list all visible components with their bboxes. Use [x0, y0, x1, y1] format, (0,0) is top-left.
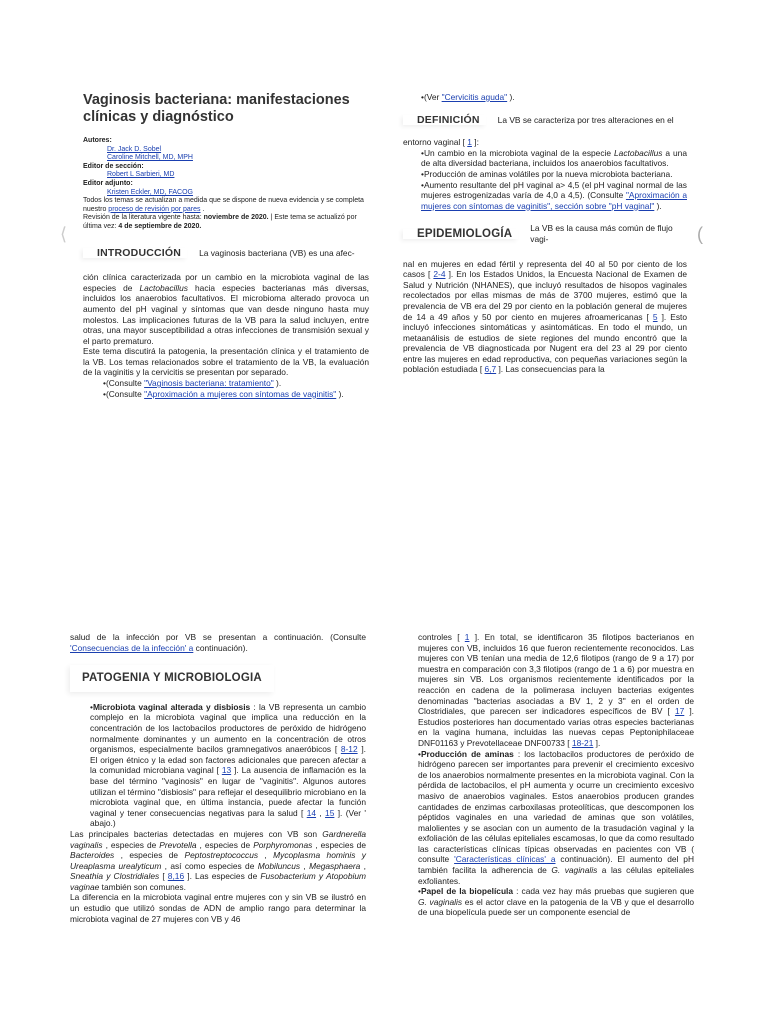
- bac-a: Las principales bacterias detectadas en mujeres con VB son: [70, 828, 323, 839]
- page1-left-column: [83, 92, 369, 399]
- authors-label: Autores:: [83, 137, 112, 144]
- intro-italic: Lactobacillus: [139, 282, 188, 293]
- epi-d: ]. Las consecuencias para la: [496, 364, 605, 375]
- ctl-d: ].: [593, 737, 601, 748]
- intro-heading: INTRODUCCIÓN: [83, 248, 187, 259]
- ref1-pre: (Consulte: [105, 378, 145, 389]
- amines-bold: Producción de aminas: [420, 748, 514, 759]
- epi-c: ]. Esto incluyó infecciones sintomáticas y asintomáticas. En todo el mundo, un metaanálisis de estudios de siete regiones del mundo encontró que la prevalencia de VB diagnosticada por Nugent era del 23 al 29 por ciento entre las mujeres en edad reproductiva, con pequeñas variaciones según la población estudiada [: [403, 311, 687, 375]
- bac-it9: Sneathia y Clostridiales: [70, 871, 160, 882]
- pathogenesis-heading-box: [70, 665, 274, 692]
- definition-lead: La VB se caracteriza por tres alteraciones en el: [497, 114, 674, 125]
- p2l-cont-a: salud de la infección por VB se presentan a continuación. (Consulte: [70, 632, 366, 642]
- am-it: G. vaginalis: [551, 865, 598, 876]
- author-link-1[interactable]: Dr. Jack D. Sobel: [107, 145, 162, 153]
- mb-ref1[interactable]: 8-12: [340, 744, 358, 755]
- bac-it4: Bacteroides: [70, 850, 115, 861]
- bac-it6: Mycoplasma hominis y Ureaplasma urealyticum: [70, 850, 366, 871]
- consequences-ref: [70, 632, 366, 653]
- epidemiology-lead: La VB es la causa más común de flujo vagi-: [530, 223, 673, 244]
- update-note: [83, 197, 369, 214]
- amines-bullet: [418, 749, 694, 887]
- bac-b: , especies de: [102, 839, 160, 850]
- intro-text-a: ción clínica caracterizada por un cambio en la microbiota vaginal de las especies de: [83, 272, 369, 293]
- bac-j: [: [159, 871, 168, 882]
- ref2-link[interactable]: "Aproximación a mujeres con síntomas de vaginitis": [144, 388, 337, 399]
- bac-it2: Prevotella: [159, 839, 197, 850]
- bf-b: es el actor clave en la patogenia de la VB y que el desarrollo de una biopelícula puede ser un componente esencial de: [418, 896, 694, 918]
- ctl-a: controles [: [418, 632, 465, 642]
- ref3-link[interactable]: "Cervicitis aguda": [441, 92, 508, 102]
- bac-g: , así como especies de: [161, 860, 258, 871]
- section-editor-label: Editor de sección:: [83, 162, 144, 170]
- ctl-ref1[interactable]: 1: [464, 632, 470, 642]
- bac-c: , especies de: [196, 839, 254, 850]
- mb-d: ,: [316, 807, 326, 818]
- left-edge-chevron-icon: ⟨: [60, 224, 68, 244]
- section-editor-link[interactable]: Robert L Sarbieri, MD: [107, 171, 175, 179]
- mb-b: ]. El origen étnico y la edad son factores adicionales que parecen afectar a la comunidad microbiana vaginal [: [90, 744, 366, 776]
- mb-ref4[interactable]: 15: [325, 807, 335, 818]
- def-b3-a: Aumento resultante del pH vaginal a> 4,5 (el pH vaginal normal de las mujeres estrogenizadas varía de 4,0 a 4,5). (Consulte: [421, 179, 687, 201]
- difference-paragraph: La diferencia en la microbiota vaginal entre mujeres con y sin VB se ilustró en un estudio que utilizó sondas de ADN de amplio rango para determinar la microbiota vaginal de 27 mujeres con VB y 46: [70, 892, 366, 924]
- def-b1-a: Un cambio en la microbiota vaginal de la especie: [423, 147, 615, 158]
- def-ref-link[interactable]: 1: [467, 137, 472, 148]
- biofilm-bullet: [418, 886, 694, 918]
- def-b3-b: ).: [654, 200, 662, 211]
- intro-ref-3: [403, 92, 687, 103]
- updated-label: | Este tema se actualizó por última vez:: [83, 214, 357, 230]
- ctl-c: ]. Estudios posteriores han documentado varias otras especies bacterianas en la vagina humana, incluidas las nuevas cepas Peptoniphilaceae DNF01163 y Prevotellaceae DNF00733 [: [418, 706, 695, 748]
- bac-l: también son comunes.: [99, 881, 186, 892]
- pathogenesis-heading: PATOGENIA Y MICROBIOLOGIA: [82, 672, 262, 685]
- epi-a: nal en mujeres en edad fértil y representa del 40 al 50 por ciento de los casos [: [403, 258, 687, 280]
- bac-h: ,: [300, 860, 310, 871]
- bf-a: : cada vez hay más pruebas que sugieren que: [513, 886, 695, 897]
- epidemiology-paragraph: [403, 259, 687, 376]
- bac-e: , especies de: [114, 850, 185, 861]
- def-cont-a: entorno vaginal [: [403, 137, 468, 148]
- biofilm-bold: Papel de la biopelícula: [420, 886, 514, 897]
- bacteria-paragraph: [70, 829, 366, 893]
- definition-bullet-2: • Producción de aminas volátiles por la nueva microbiota bacteriana.: [403, 169, 687, 180]
- bac-it1: Gardnerella vaginalis: [70, 828, 366, 850]
- intro-paragraph-2: Este tema discutirá la patogenia, la presentación clínica y el tratamiento de la VB. Los temas relacionados sobre el tratamiento de la VB, la evaluación de la vaginitis y la cervicitis se presentan por separado.: [83, 346, 369, 378]
- microbiota-bullet: [70, 702, 366, 829]
- intro-ref-1: [83, 378, 369, 389]
- intro-paragraph-1: [83, 272, 369, 346]
- epidemiology-heading: EPIDEMIOLOGÍA: [403, 229, 518, 240]
- ref2-post: ).: [336, 388, 344, 399]
- epi-ref-c[interactable]: 6,7: [484, 364, 497, 375]
- review-dates: [83, 214, 369, 231]
- update-note-suffix: .: [200, 205, 205, 213]
- bac-it10: Fusobacterium y Atopobium vaginae: [70, 871, 366, 892]
- def-b1-b: a una de alta diversidad bacteriana, incluidos los anaerobios facultativos.: [421, 147, 687, 169]
- ctl-b: ]. En total, se identificaron 35 filotipos bacterianos en mujeres con VB, incluidos 16 que fueron recientemente reconocidos. Las mujeres con VB tenían una media de 12,6 filotipos (rango de 9 a 17) por muestra en comparación con 3,3 filotipos (rango de 1 a 6) por muestra en mujeres sin VB. Los organismos recientemente identificados por la reacción en cadena de la polimerasa incluyen bacterias exigentes denominadas "bacterias asociadas a BV 1, 2 y 3" en el orden de Clostridiales, que parecen ser indicadores específicos de BV [: [418, 632, 695, 717]
- article-meta: [83, 137, 369, 232]
- mb-e: ]. (Ver ' abajo.): [90, 807, 366, 829]
- epi-b: ]. En los Estados Unidos, la Encuesta Nacional de Examen de Salud y Nutrición (NHANES), que incluyó resultados de hisopos vaginales recolectados por ellas mismas de más de 3700 mujeres, estimó que la prevalencia de VB era del 29 por ciento en la población general de mujeres de 14 a 49 años y 50 por ciento en mujeres afroamericanas [: [403, 269, 687, 322]
- am-c: a las células epiteliales exfoliantes.: [418, 865, 694, 886]
- definition-bullet-1: [403, 148, 687, 169]
- clinical-features-link[interactable]: 'Características clínicas' a: [454, 854, 556, 865]
- bac-it5: Peptostreptococcus: [184, 850, 259, 861]
- deputy-editor-link[interactable]: Kristen Eckler, MD, FACOG: [107, 188, 193, 196]
- am-b: continuación). El aumento del pH también facilita la adherencia de: [418, 854, 694, 876]
- ref2-pre: (Consulte: [105, 388, 145, 399]
- intro-ref-2: [83, 389, 369, 400]
- page2-left-column: [70, 632, 366, 924]
- mb-ref3[interactable]: 14: [306, 807, 317, 818]
- updated-date: 4 de septiembre de 2020.: [118, 222, 202, 230]
- bac-d: , especies de: [312, 839, 366, 850]
- author-link-2[interactable]: Caroline Mitchell, MD, MPH: [107, 154, 193, 162]
- controls-paragraph: [418, 632, 694, 749]
- ref1-post: ).: [273, 378, 282, 389]
- bac-it8: Megasphaera: [309, 860, 361, 871]
- bac-f: ,: [258, 850, 274, 861]
- bac-it7: Mobiluncus: [257, 860, 301, 871]
- ctl-ref2[interactable]: 17: [674, 706, 685, 717]
- bf-it: G. vaginalis: [418, 896, 463, 907]
- definition-bullet-3: [403, 180, 687, 212]
- epi-ref-b[interactable]: 5: [652, 311, 658, 322]
- mb-a: : la VB representa un cambio complejo en la microbiota vaginal que implica una reducción en la concentración de los lactobacilos productores de peróxido de hidrógeno normalmente dominantes y un aumento en la concentración de otros organismos, especialmente bacilos gramnegativos anaeróbicos [: [90, 701, 366, 755]
- def-b3-link[interactable]: "Aproximación a mujeres con síntomas de vaginitis", sección sobre "pH vaginal": [421, 190, 687, 211]
- review-label: Revisión de la literatura vigente hasta:: [83, 214, 204, 222]
- bac-it3: Porphyromonas: [253, 839, 313, 850]
- article-title: Vaginosis bacteriana: manifestaciones clínicas y diagnóstico: [83, 92, 350, 125]
- am-a: : los lactobacilos productores de peróxido de hidrógeno parecen ser importantes para prevenir el crecimiento excesivo de los anaerobios normalmente presentes en la microbiota vaginal. Con la pérdida de lactobacilos, el pH aumenta y ocurre un crecimiento excesivo masivo de anaerobios vaginales. Estos anaerobios producen grandes cantidades de enzimas carboxilasas proteolíticas, que descomponen los péptidos vaginales en una variedad de aminas que son volátiles, malolientes y se asocian con un aumento de la trasudación vaginal y la exfoliación de las células epiteliales escamosas, lo que da como resultado las características clínicas típicas observadas en pacientes con VB ( consulte: [418, 748, 694, 865]
- deputy-editor-label: Editor adjunto:: [83, 179, 133, 187]
- epidemiology-heading-row: [403, 223, 687, 244]
- right-edge-chevron-icon: (: [697, 224, 703, 244]
- intro-heading-row: [83, 248, 369, 259]
- bac-i: ,: [360, 860, 366, 871]
- intro-text-b: hacia especies bacterianas más diversas, incluidos los anaerobios facultativos. El microbioma alterado provoca un aumento del pH vaginal y síntomas que van desde ninguno hasta muy molestos. Las implicaciones futuras de la VB para la salud incluyen, entre otras, una mayor susceptibilidad a otras infecciones de transmisión sexual y el parto prematuro.: [83, 282, 369, 346]
- review-date: noviembre de 2020.: [203, 214, 269, 222]
- bac-ref[interactable]: 8,16: [167, 871, 185, 882]
- definition-heading: DEFINICIÓN: [403, 115, 486, 126]
- ref1-link[interactable]: "Vaginosis bacteriana: tratamiento": [144, 378, 274, 389]
- p2l-cont-b: continuación).: [193, 642, 248, 653]
- epi-ref-a[interactable]: 2-4: [433, 269, 446, 280]
- page2-right-column: [418, 632, 694, 918]
- microbiota-bold: Microbiota vaginal alterada y disbiosis: [92, 701, 251, 712]
- def-cont-b: ]:: [471, 137, 479, 148]
- ctl-ref3[interactable]: 18-21: [571, 737, 594, 748]
- consequences-link[interactable]: 'Consecuencias de la infección' a: [70, 642, 194, 653]
- definition-continued: [403, 137, 687, 148]
- update-note-text: Todos los temas se actualizan a medida que se dispone de nueva evidencia y se completa nuestro: [83, 197, 364, 213]
- page1-right-column: [403, 92, 687, 375]
- def-b1-italic: Lactobacillus: [614, 147, 663, 158]
- ref3-pre: (Ver: [423, 92, 442, 102]
- definition-heading-row: [403, 115, 687, 126]
- peer-review-link[interactable]: proceso de revisión por pares: [108, 205, 201, 213]
- intro-lead: La vaginosis bacteriana (VB) es una afec-: [199, 247, 355, 258]
- ref3-post: ).: [507, 92, 515, 102]
- bac-k: ]. Las especies de: [184, 871, 261, 882]
- mb-ref2[interactable]: 13: [221, 765, 232, 776]
- mb-c: ]. La ausencia de inflamación es la base del término "vaginosis" en lugar de "vaginitis". Algunos autores utilizan el término "disbiosis" para reflejar el desequilibrio microbiano en la microbiota vaginal que, en última instancia, puede afectar la función vaginal y tener consecuencias negativas para la salud [: [90, 765, 366, 818]
